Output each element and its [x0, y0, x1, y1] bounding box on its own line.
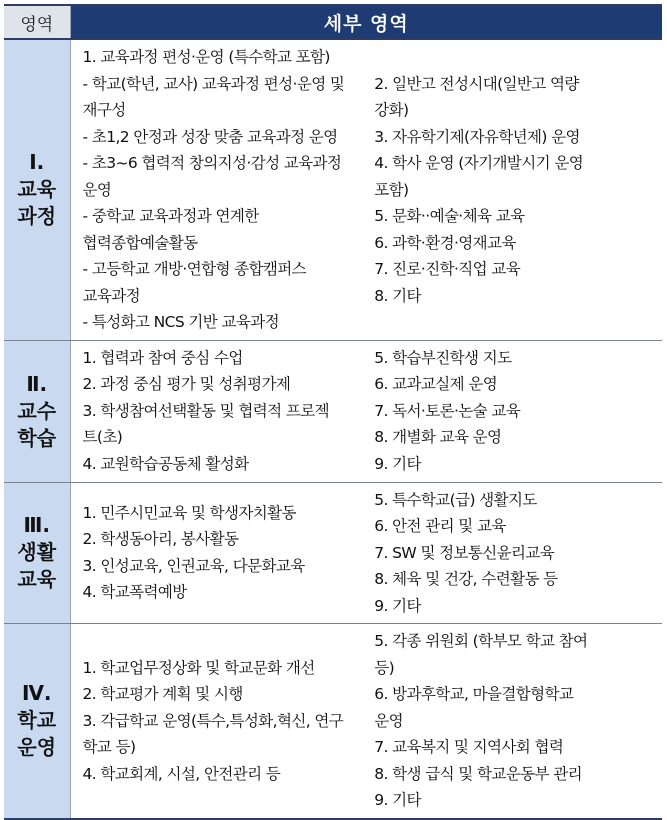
- detail-right-column: [374, 44, 656, 336]
- list-item: 8. 개별화 교육 운영: [374, 428, 502, 447]
- list-item: 2. 학생동아리, 봉사활동: [82, 530, 239, 549]
- list-item: - 학교(학년, 교사) 교육과정 편성·운영 및: [82, 74, 345, 93]
- list-item: 3. 각급학교 운영(특수,특성화,혁신, 연구: [82, 711, 344, 730]
- list-item: 6. 안전 관리 및 교육: [374, 517, 506, 535]
- list-item: 7. 진로·진학·직업 교육: [374, 260, 521, 278]
- list-item: 강화): [374, 101, 409, 119]
- table-row: [4, 482, 662, 624]
- area-number: Ⅰ.: [29, 150, 45, 175]
- area-name-line: 교수: [17, 398, 57, 423]
- detail-right-column: [374, 487, 656, 620]
- list-item: 3. 자유학기제(자유학년제) 운영: [374, 127, 580, 146]
- detail-left-column: [83, 487, 365, 620]
- list-item: 1. 협력과 참여 중심 수업: [82, 348, 243, 367]
- area-name-line: 생활: [17, 540, 57, 565]
- list-item: 등): [374, 658, 395, 677]
- list-item: 7. 독서·토론·논술 교육: [374, 401, 521, 420]
- list-item: 9. 기타: [374, 454, 421, 473]
- list-item: 6. 방과후학교, 마을결합형학교: [374, 685, 574, 703]
- area-name-line: 과정: [17, 204, 57, 229]
- list-item: 5. 문화··예술·체육 교육: [374, 207, 525, 225]
- list-item: 8. 기타: [374, 286, 421, 305]
- detail-cell: [70, 624, 662, 819]
- list-item: 2. 과정 중심 평가 및 성취평가제: [82, 375, 291, 394]
- list-item: 4. 학교폭력예방: [82, 583, 187, 602]
- list-item: 협력종합예술활동: [82, 233, 198, 252]
- area-cell-curriculum: [4, 39, 70, 340]
- list-item: - 특성화고 NCS 기반 교육과정: [82, 313, 279, 331]
- detail-right-column: [374, 345, 656, 478]
- area-cell-life-education: [4, 482, 70, 624]
- area-number: Ⅱ.: [26, 371, 48, 396]
- list-item: - 초3~6 협력적 창의지성·감성 교육과정: [82, 154, 342, 172]
- table-row: [4, 340, 662, 482]
- area-name-line: 학교: [17, 708, 57, 733]
- area-name-line: 학습: [17, 425, 57, 450]
- list-item: 8. 체육 및 건강, 수련활동 등: [374, 570, 558, 588]
- list-item: 1. 학교업무정상화 및 학교문화 개선: [82, 658, 315, 677]
- detail-right-column: [374, 628, 656, 814]
- list-item: 9. 기타: [374, 596, 421, 615]
- detail-left-column: [83, 628, 365, 814]
- list-item: 4. 교원학습공동체 활성화: [82, 454, 249, 473]
- list-item: 3. 인성교육, 인권교육, 다문화교육: [82, 556, 305, 575]
- list-item: 6. 과학·환경·영재교육: [374, 233, 516, 252]
- detail-left-column: [83, 345, 365, 478]
- list-item: 6. 교과교실제 운영: [374, 375, 498, 394]
- area-table: [4, 4, 662, 820]
- list-item: 1. 민주시민교육 및 학생자치활동: [82, 503, 296, 522]
- detail-cell: [70, 39, 662, 340]
- list-item: 트(초): [82, 428, 123, 447]
- area-number: Ⅳ.: [21, 681, 52, 706]
- list-item: 교육과정: [82, 286, 140, 305]
- detail-cell: [70, 340, 662, 482]
- list-item: 포함): [374, 180, 409, 199]
- list-item: - 초1,2 안정과 성장 맞춤 교육과정 운영: [82, 127, 338, 146]
- list-item: 재구성: [82, 101, 126, 119]
- list-item: 7. SW 및 정보통신윤리교육: [374, 543, 555, 562]
- list-item: 5. 학습부진학생 지도: [374, 348, 512, 367]
- area-name-line: 교육: [17, 177, 57, 202]
- header-area: 영역: [4, 5, 70, 39]
- list-item: 운영: [82, 180, 112, 199]
- area-name-line: 운영: [17, 735, 57, 760]
- list-item: 8. 학생 급식 및 학교운동부 관리: [374, 764, 582, 783]
- area-cell-teaching: [4, 340, 70, 482]
- table-row: [4, 39, 662, 340]
- table-row: [4, 624, 662, 819]
- area-cell-school-operation: [4, 624, 70, 819]
- list-item: 4. 학사 운영 (자기개발시기 운영: [374, 154, 584, 172]
- detail-left-column: [83, 44, 365, 336]
- list-item: 학교 등): [82, 738, 136, 756]
- list-item: 1. 교육과정 편성·운영 (특수학교 포함): [82, 48, 330, 66]
- list-item: 3. 학생참여선택활동 및 협력적 프로젝: [82, 401, 329, 420]
- list-item: - 중학교 교육과정과 연계한: [82, 207, 259, 225]
- list-item: - 고등학교 개방·연합형 종합캠퍼스: [82, 260, 307, 278]
- list-item: 운영: [374, 711, 403, 730]
- list-item: 9. 기타: [374, 791, 421, 809]
- area-number: Ⅲ.: [23, 513, 50, 538]
- area-name-line: 교육: [17, 567, 57, 592]
- detail-cell: [70, 482, 662, 624]
- list-item: 5. 특수학교(급) 생활지도: [374, 490, 537, 509]
- list-item: 5. 각종 위원회 (학부모 학교 참여: [374, 632, 588, 650]
- list-item: 4. 학교회계, 시설, 안전관리 등: [82, 764, 281, 783]
- list-item: 2. 일반고 전성시대(일반고 역량: [374, 74, 579, 93]
- list-item: 7. 교육복지 및 지역사회 협력: [374, 738, 564, 756]
- header-detail: 세부 영역: [70, 5, 662, 39]
- list-item: 2. 학교평가 계획 및 시행: [82, 685, 243, 703]
